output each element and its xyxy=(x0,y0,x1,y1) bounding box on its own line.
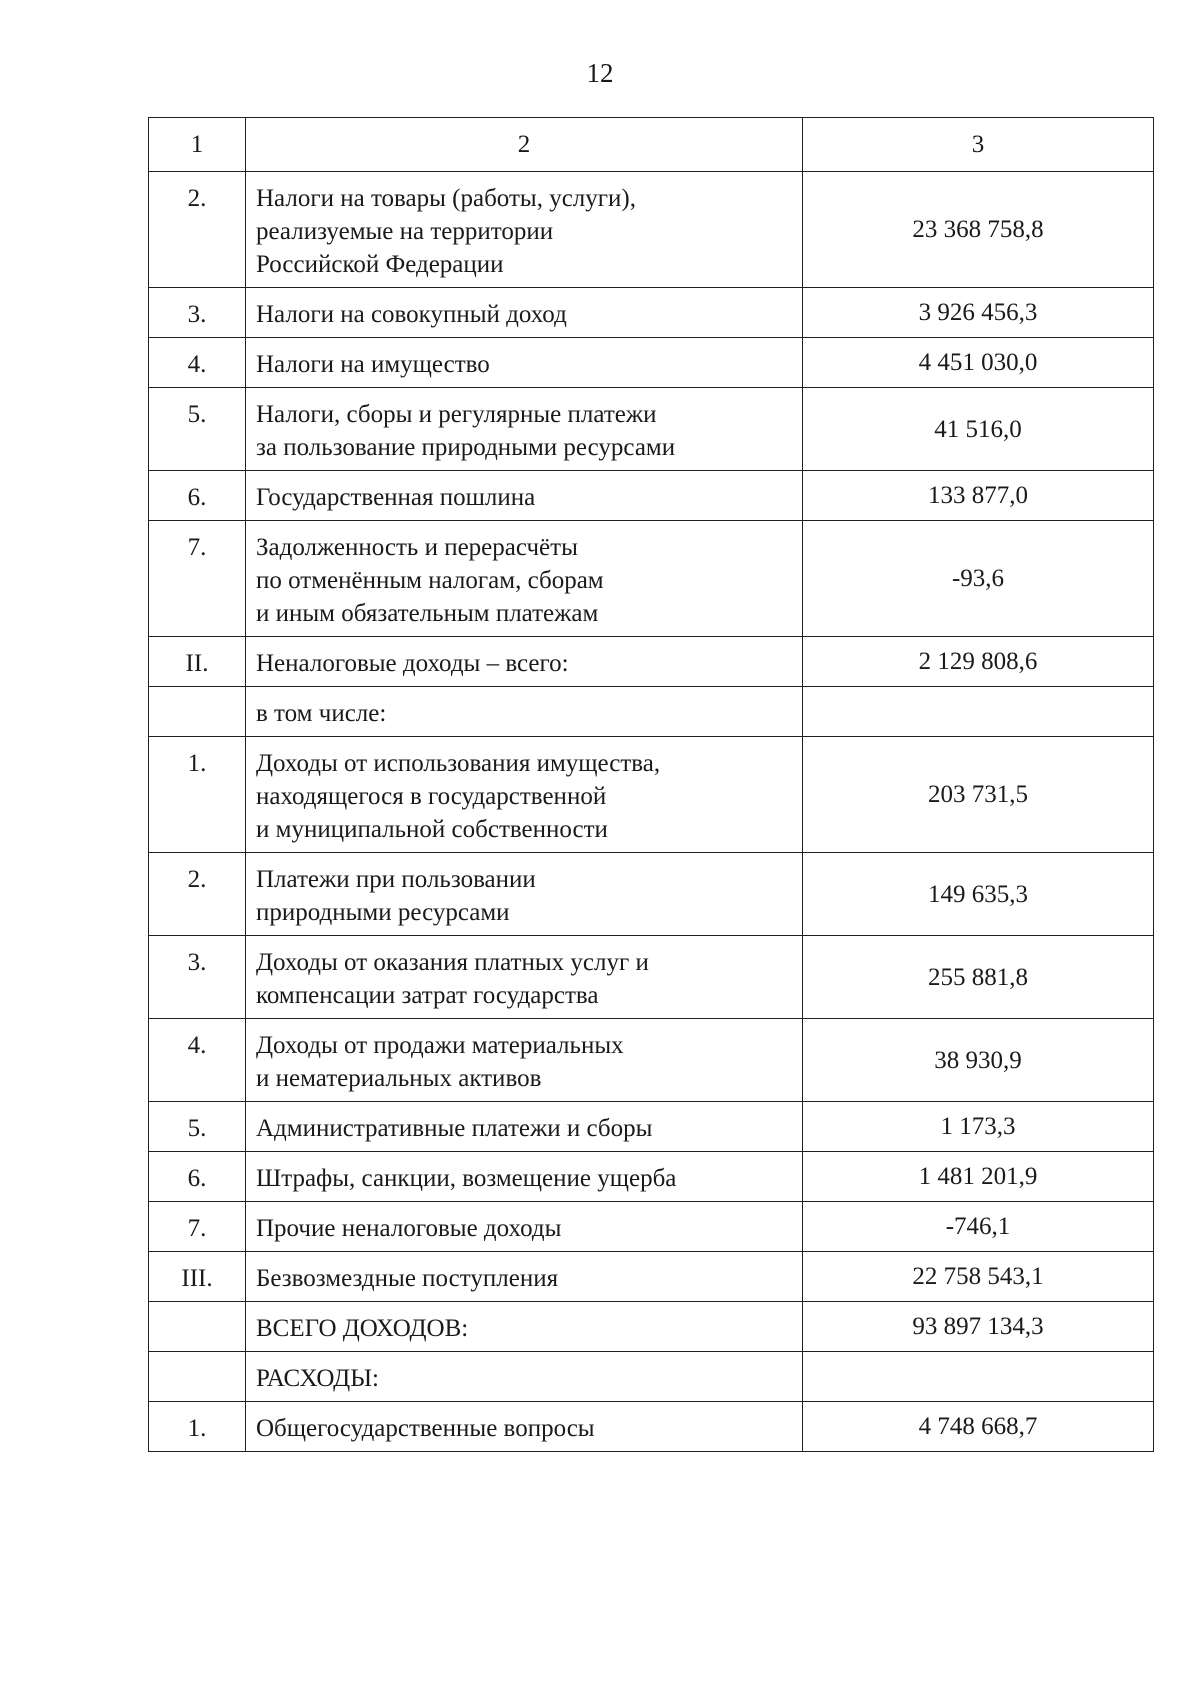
table-row xyxy=(149,1352,1154,1402)
row-number-cell: 4. xyxy=(149,338,246,388)
row-number-cell: 3. xyxy=(149,936,246,1019)
header-cell: 3 xyxy=(803,118,1154,172)
row-value-cell: 255 881,8 xyxy=(803,936,1154,1019)
row-name-cell: РАСХОДЫ: xyxy=(246,1352,803,1402)
header-cell: 1 xyxy=(149,118,246,172)
row-number-cell xyxy=(149,687,246,737)
table-row xyxy=(149,1252,1154,1302)
table-row xyxy=(149,1102,1154,1152)
row-value-cell: 2 129 808,6 xyxy=(803,637,1154,687)
row-number-cell: 7. xyxy=(149,521,246,637)
row-number-cell xyxy=(149,1352,246,1402)
row-value-cell: 149 635,3 xyxy=(803,853,1154,936)
row-value-cell: 38 930,9 xyxy=(803,1019,1154,1102)
row-name-cell: Доходы от продажи материальных и нематериальных активов xyxy=(246,1019,803,1102)
table-row xyxy=(149,853,1154,936)
row-value-cell: 23 368 758,8 xyxy=(803,172,1154,288)
row-number-cell: 2. xyxy=(149,172,246,288)
table-row xyxy=(149,172,1154,288)
row-number-cell: 6. xyxy=(149,1152,246,1202)
row-number-cell: 5. xyxy=(149,1102,246,1152)
row-name-cell: Платежи при пользовании природными ресурсами xyxy=(246,853,803,936)
row-number-cell: II. xyxy=(149,637,246,687)
row-number-cell: 5. xyxy=(149,388,246,471)
row-value-cell: 4 748 668,7 xyxy=(803,1402,1154,1452)
row-value-cell: 1 173,3 xyxy=(803,1102,1154,1152)
row-name-cell: Административные платежи и сборы xyxy=(246,1102,803,1152)
table-header-row xyxy=(149,118,1154,172)
row-name-cell: Прочие неналоговые доходы xyxy=(246,1202,803,1252)
row-name-cell: Общегосударственные вопросы xyxy=(246,1402,803,1452)
table-row xyxy=(149,1019,1154,1102)
budget-table xyxy=(148,117,1154,1452)
table-row xyxy=(149,1152,1154,1202)
row-name-cell: Налоги на совокупный доход xyxy=(246,288,803,338)
table-row xyxy=(149,687,1154,737)
row-number-cell: III. xyxy=(149,1252,246,1302)
row-name-cell: Налоги на товары (работы, услуги), реализуемые на территории Российской Федерации xyxy=(246,172,803,288)
table-row xyxy=(149,338,1154,388)
row-number-cell: 4. xyxy=(149,1019,246,1102)
row-number-cell: 1. xyxy=(149,737,246,853)
row-value-cell: 4 451 030,0 xyxy=(803,338,1154,388)
row-value-cell: 133 877,0 xyxy=(803,471,1154,521)
header-cell: 2 xyxy=(246,118,803,172)
row-name-cell: Налоги на имущество xyxy=(246,338,803,388)
row-name-cell: Доходы от использования имущества, находящегося в государственной и муниципальной собственности xyxy=(246,737,803,853)
row-name-cell: Государственная пошлина xyxy=(246,471,803,521)
table-row xyxy=(149,737,1154,853)
row-value-cell: 1 481 201,9 xyxy=(803,1152,1154,1202)
row-number-cell: 3. xyxy=(149,288,246,338)
table-row xyxy=(149,936,1154,1019)
row-value-cell: 22 758 543,1 xyxy=(803,1252,1154,1302)
row-number-cell: 6. xyxy=(149,471,246,521)
row-value-cell: 93 897 134,3 xyxy=(803,1302,1154,1352)
row-name-cell: Налоги, сборы и регулярные платежи за пользование природными ресурсами xyxy=(246,388,803,471)
row-value-cell: -746,1 xyxy=(803,1202,1154,1252)
row-name-cell: Неналоговые доходы – всего: xyxy=(246,637,803,687)
row-name-cell: Безвозмездные поступления xyxy=(246,1252,803,1302)
row-name-cell: Доходы от оказания платных услуг и компенсации затрат государства xyxy=(246,936,803,1019)
row-name-cell: Штрафы, санкции, возмещение ущерба xyxy=(246,1152,803,1202)
row-name-cell: ВСЕГО ДОХОДОВ: xyxy=(246,1302,803,1352)
row-name-cell: в том числе: xyxy=(246,687,803,737)
table-row xyxy=(149,1302,1154,1352)
row-value-cell: -93,6 xyxy=(803,521,1154,637)
table-row xyxy=(149,521,1154,637)
row-name-cell: Задолженность и перерасчёты по отменённым налогам, сборам и иным обязательным платежам xyxy=(246,521,803,637)
row-value-cell xyxy=(803,687,1154,737)
page-number: 12 xyxy=(586,58,614,88)
table-row xyxy=(149,1402,1154,1452)
row-number-cell: 1. xyxy=(149,1402,246,1452)
table-row xyxy=(149,388,1154,471)
row-value-cell: 203 731,5 xyxy=(803,737,1154,853)
row-value-cell: 41 516,0 xyxy=(803,388,1154,471)
row-value-cell xyxy=(803,1352,1154,1402)
table-row xyxy=(149,637,1154,687)
row-number-cell: 7. xyxy=(149,1202,246,1252)
table-row xyxy=(149,1202,1154,1252)
table-row xyxy=(149,288,1154,338)
row-number-cell xyxy=(149,1302,246,1352)
row-value-cell: 3 926 456,3 xyxy=(803,288,1154,338)
table-row xyxy=(149,471,1154,521)
row-number-cell: 2. xyxy=(149,853,246,936)
